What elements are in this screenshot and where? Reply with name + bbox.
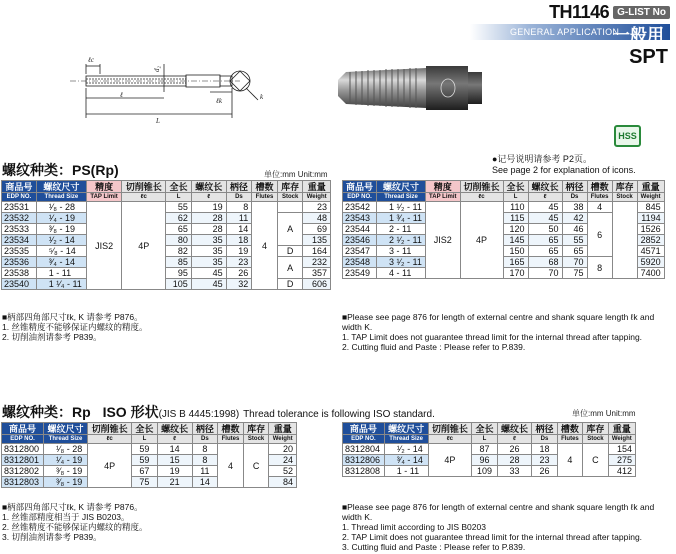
weight-cell: 5920 — [637, 257, 664, 268]
edp-cell: 8312801 — [2, 455, 44, 466]
col-ds: 柄径 — [562, 181, 587, 193]
col-l: 螺纹长 — [528, 181, 562, 193]
col-stock-en: Stock — [243, 435, 269, 444]
col-stock-en: Stock — [583, 435, 608, 444]
col-ds: 柄径 — [532, 423, 557, 435]
thread-length-cell: 35 — [191, 257, 226, 268]
edp-cell: 8312808 — [343, 466, 385, 477]
thread-length-cell: 28 — [497, 455, 532, 466]
col-thread-en: Thread Size — [377, 193, 426, 202]
shank-cell: 23 — [532, 455, 557, 466]
stock-cell: C — [583, 444, 608, 477]
table-row — [2, 279, 331, 290]
thread-length-cell: 68 — [528, 257, 562, 268]
rp-table-right — [342, 422, 636, 477]
length-cell: 87 — [472, 444, 497, 455]
col-edp: 商品号 — [2, 181, 37, 193]
thread-cell: ³⁄₄ - 14 — [36, 257, 86, 268]
thread-cell: 1 ¹⁄₂ - 11 — [377, 202, 426, 213]
col-tap-en: TAP Limit — [426, 193, 460, 202]
shank-cell: 8 — [192, 444, 218, 455]
tap-dimension-drawing — [60, 52, 290, 140]
section1-title: 螺纹种类：PS(Rp) — [2, 162, 119, 178]
length-cell: 110 — [503, 202, 528, 213]
length-cell: 96 — [472, 455, 497, 466]
length-cell: 150 — [503, 246, 528, 257]
edp-cell: 23535 — [2, 246, 37, 257]
weight-cell: 135 — [303, 235, 331, 246]
col-edp: 商品号 — [343, 181, 377, 193]
category-jp: 一般用 — [613, 26, 664, 45]
note-line: 1. 丝锥精度不能够保证内螺纹的精度。 — [2, 322, 148, 332]
col-lc: 切削锥长 — [460, 181, 503, 193]
edp-cell: 8312806 — [343, 455, 385, 466]
chamfer-cell: 4P — [428, 444, 472, 477]
col-thread: 螺纹尺寸 — [384, 423, 428, 435]
col-l: 螺纹长 — [157, 423, 192, 435]
col-L-en: L — [503, 193, 528, 202]
stock-cell: C — [243, 444, 269, 488]
ps-table-right — [342, 180, 665, 279]
stock-cell: D — [277, 246, 303, 257]
thread-length-cell: 45 — [191, 279, 226, 290]
tap-product-image — [336, 58, 486, 118]
edp-cell: 23532 — [2, 213, 37, 224]
table-row — [2, 213, 331, 224]
shank-cell: 46 — [562, 224, 587, 235]
shank-cell: 38 — [562, 202, 587, 213]
category-en: GENERAL APPLICATION — [510, 27, 620, 37]
thread-cell: ³⁄₈ - 19 — [36, 224, 86, 235]
edp-cell: 23548 — [343, 257, 377, 268]
length-cell: 85 — [166, 257, 192, 268]
col-ds-en: Ds — [562, 193, 587, 202]
chamfer-cell: 4P — [88, 444, 132, 488]
col-weight: 重量 — [637, 181, 664, 193]
thread-length-cell: 45 — [528, 213, 562, 224]
note-line: 2. Cutting fluid and Paste : Please refer to P.839. — [342, 342, 526, 352]
flutes-cell: 8 — [587, 257, 612, 279]
col-thread: 螺纹尺寸 — [36, 181, 86, 193]
col-lc-en: ℓc — [122, 193, 166, 202]
table-row — [2, 202, 331, 213]
flutes-cell: 6 — [587, 213, 612, 257]
thread-length-cell: 21 — [157, 477, 192, 488]
length-cell: 165 — [503, 257, 528, 268]
col-weight-en: Weight — [303, 193, 331, 202]
shank-cell: 32 — [226, 279, 252, 290]
shank-cell: 11 — [226, 213, 252, 224]
col-flutes: 槽数 — [587, 181, 612, 193]
length-cell: 59 — [132, 455, 158, 466]
weight-cell: 2852 — [637, 235, 664, 246]
edp-cell: 8312803 — [2, 477, 44, 488]
thread-cell: ³⁄₈ - 19 — [44, 466, 88, 477]
shank-cell: 75 — [562, 268, 587, 279]
flutes-cell: 4 — [557, 444, 582, 477]
col-thread: 螺纹尺寸 — [44, 423, 88, 435]
shank-cell: 19 — [226, 246, 252, 257]
col-flutes: 槽数 — [557, 423, 582, 435]
length-cell: 65 — [166, 224, 192, 235]
thread-length-cell: 28 — [191, 224, 226, 235]
col-weight: 重量 — [269, 423, 297, 435]
thread-length-cell: 65 — [528, 246, 562, 257]
shank-cell: 65 — [562, 246, 587, 257]
col-weight: 重量 — [608, 423, 635, 435]
edp-cell: 23542 — [343, 202, 377, 213]
col-l-en: ℓ — [497, 435, 532, 444]
rp-table-left — [1, 422, 297, 488]
section1-notes-en — [342, 312, 676, 352]
thread-cell: ¹⁄₂ - 14 — [384, 444, 428, 455]
edp-cell: 23533 — [2, 224, 37, 235]
col-flutes-en: Flutes — [557, 435, 582, 444]
thread-length-cell: 35 — [191, 235, 226, 246]
svg-text:L: L — [156, 117, 160, 125]
length-cell: 80 — [166, 235, 192, 246]
section2-title — [2, 402, 435, 422]
thread-length-cell: 35 — [191, 246, 226, 257]
col-lc-en: ℓc — [428, 435, 472, 444]
note-line: 1. TAP Limit does not guarantee thread limit for the internal thread after tapping. — [342, 332, 643, 342]
shank-cell: 14 — [192, 477, 218, 488]
weight-cell: 4571 — [637, 246, 664, 257]
note-line: ■Please see page 876 for length of external centre and shank square length ℓk and width K. — [342, 312, 655, 332]
col-thread-en: Thread Size — [44, 435, 88, 444]
thread-cell: 3 ¹⁄₂ - 11 — [377, 257, 426, 268]
col-weight-en: Weight — [269, 435, 297, 444]
col-thread: 螺纹尺寸 — [377, 181, 426, 193]
length-cell: 62 — [166, 213, 192, 224]
weight-cell: 357 — [303, 268, 331, 279]
length-cell: 145 — [503, 235, 528, 246]
weight-cell: 845 — [637, 202, 664, 213]
col-l-en: ℓ — [157, 435, 192, 444]
icon-note-en: See page 2 for explanation of icons. — [492, 165, 636, 175]
shank-cell: 23 — [226, 257, 252, 268]
thread-length-cell: 45 — [191, 268, 226, 279]
product-name: SPT — [629, 46, 668, 68]
flutes-cell: 4 — [218, 444, 244, 488]
tap-limit-cell: JIS2 — [426, 202, 460, 279]
note-line: 2. TAP Limit does not guarantee thread limit for the internal thread after tapping. — [342, 532, 643, 542]
weight-cell: 23 — [303, 202, 331, 213]
col-lc: 切削锥长 — [428, 423, 472, 435]
note-line: 1. Thread limit according to JIS B0203 — [342, 522, 486, 532]
g-list-tag: G-LIST No — [613, 6, 670, 19]
weight-cell: 275 — [608, 455, 635, 466]
shank-cell: 42 — [562, 213, 587, 224]
weight-cell: 48 — [303, 213, 331, 224]
weight-cell: 164 — [303, 246, 331, 257]
shank-cell: 18 — [226, 235, 252, 246]
length-cell: 95 — [166, 268, 192, 279]
flutes-cell: 4 — [252, 202, 278, 290]
note-line: ■柄部四角部尺寸ℓk, K 请参考 P876。 — [2, 502, 143, 512]
col-flutes-en: Flutes — [587, 193, 612, 202]
col-L-en: L — [166, 193, 192, 202]
shank-cell: 8 — [226, 202, 252, 213]
table-row — [2, 444, 297, 455]
col-flutes: 槽数 — [252, 181, 278, 193]
tap-limit-cell: JIS2 — [86, 202, 121, 290]
thread-cell: 1 ¹⁄₄ - 11 — [36, 279, 86, 290]
thread-length-cell: 26 — [497, 444, 532, 455]
note-line: 2. 切削油剂请参考 P839。 — [2, 332, 102, 342]
thread-cell: ¹⁄₄ - 19 — [36, 213, 86, 224]
section2-tolerance: Thread tolerance is following ISO standard. — [243, 409, 435, 420]
thread-cell: 2 ¹⁄₂ - 11 — [377, 235, 426, 246]
col-lc-en: ℓc — [88, 435, 132, 444]
col-lc: 切削锥长 — [122, 181, 166, 193]
weight-cell: 154 — [608, 444, 635, 455]
section1-notes-jp — [2, 312, 147, 342]
shank-cell: 18 — [532, 444, 557, 455]
category-bar — [470, 24, 670, 45]
section2-title-main: 螺纹种类：Rp — [2, 404, 91, 420]
shank-cell: 8 — [192, 455, 218, 466]
chamfer-cell: 4P — [122, 202, 166, 290]
table-row — [2, 257, 331, 268]
thread-cell: ¹⁄₈ - 28 — [44, 444, 88, 455]
thread-length-cell: 19 — [191, 202, 226, 213]
edp-cell: 23534 — [2, 235, 37, 246]
col-l-en: ℓ — [528, 193, 562, 202]
col-L: 全长 — [472, 423, 497, 435]
chamfer-cell: 4P — [460, 202, 503, 279]
svg-text:ℓc: ℓc — [88, 56, 95, 64]
col-edp-en: EDP NO. — [343, 435, 385, 444]
col-tap: 精度 — [426, 181, 460, 193]
col-edp: 商品号 — [2, 423, 44, 435]
length-cell: 55 — [166, 202, 192, 213]
edp-cell: 8312800 — [2, 444, 44, 455]
col-weight: 重量 — [303, 181, 331, 193]
thread-length-cell: 70 — [528, 268, 562, 279]
table-row — [343, 202, 665, 213]
thread-length-cell: 15 — [157, 455, 192, 466]
col-flutes-en: Flutes — [218, 435, 244, 444]
col-stock: 库存 — [583, 423, 608, 435]
stock-cell: A — [277, 257, 303, 279]
col-flutes: 槽数 — [218, 423, 244, 435]
col-L-en: L — [132, 435, 158, 444]
edp-cell: 8312804 — [343, 444, 385, 455]
length-cell: 109 — [472, 466, 497, 477]
catalog-code: TH1146 — [549, 2, 610, 22]
col-stock-en: Stock — [277, 193, 303, 202]
col-tap: 精度 — [86, 181, 121, 193]
col-stock: 库存 — [243, 423, 269, 435]
weight-cell: 24 — [269, 455, 297, 466]
col-lc: 切削锥长 — [88, 423, 132, 435]
weight-cell: 69 — [303, 224, 331, 235]
col-lc-en: ℓc — [460, 193, 503, 202]
thread-cell: ¹⁄₄ - 19 — [44, 455, 88, 466]
edp-cell: 23547 — [343, 246, 377, 257]
col-l: 螺纹长 — [191, 181, 226, 193]
weight-cell: 1194 — [637, 213, 664, 224]
svg-text:ℓ: ℓ — [120, 91, 123, 99]
hss-badge: HSS — [614, 125, 641, 147]
thread-cell: 1 - 11 — [36, 268, 86, 279]
length-cell: 170 — [503, 268, 528, 279]
weight-cell: 7400 — [637, 268, 664, 279]
col-stock: 库存 — [612, 181, 637, 193]
col-stock-en: Stock — [612, 193, 637, 202]
note-line: 1. 丝锥部精度相当于 JIS B0203。 — [2, 512, 130, 522]
edp-cell: 23546 — [343, 235, 377, 246]
stock-cell: D — [277, 279, 303, 290]
weight-cell: 84 — [269, 477, 297, 488]
edp-cell: 23531 — [2, 202, 37, 213]
thread-cell: ⁵⁄₈ - 14 — [36, 246, 86, 257]
page-header-code — [549, 2, 670, 23]
length-cell: 75 — [132, 477, 158, 488]
length-cell: 115 — [503, 213, 528, 224]
edp-cell: 23543 — [343, 213, 377, 224]
thread-length-cell: 19 — [157, 466, 192, 477]
flutes-cell: 4 — [587, 202, 612, 213]
thread-length-cell: 50 — [528, 224, 562, 235]
table-row — [2, 246, 331, 257]
col-L: 全长 — [166, 181, 192, 193]
svg-text:ℓk: ℓk — [216, 97, 223, 105]
stock-cell — [612, 202, 637, 279]
edp-cell: 23549 — [343, 268, 377, 279]
thread-cell: ³⁄₄ - 14 — [384, 455, 428, 466]
shank-cell: 26 — [226, 268, 252, 279]
thread-cell: 1 ³⁄₄ - 11 — [377, 213, 426, 224]
section2-title-jis: (JIS B 4445:1998) — [158, 409, 240, 420]
note-line: ■柄部四角部尺寸ℓk, K 请参考 P876。 — [2, 312, 143, 322]
thread-length-cell: 14 — [157, 444, 192, 455]
thread-length-cell: 65 — [528, 235, 562, 246]
col-thread-en: Thread Size — [36, 193, 86, 202]
weight-cell: 52 — [269, 466, 297, 477]
col-tap-en: TAP Limit — [86, 193, 121, 202]
shank-cell: 70 — [562, 257, 587, 268]
thread-length-cell: 45 — [528, 202, 562, 213]
col-l: 螺纹长 — [497, 423, 532, 435]
col-weight-en: Weight — [637, 193, 664, 202]
weight-cell: 412 — [608, 466, 635, 477]
length-cell: 67 — [132, 466, 158, 477]
thread-cell: ³⁄₈ - 19 — [44, 477, 88, 488]
length-cell: 105 — [166, 279, 192, 290]
length-cell: 82 — [166, 246, 192, 257]
svg-text:k: k — [260, 93, 264, 101]
col-L: 全长 — [503, 181, 528, 193]
weight-cell: 606 — [303, 279, 331, 290]
icon-note-jp: ●记号说明请参考 P2页。 — [492, 154, 592, 164]
weight-cell: 232 — [303, 257, 331, 268]
col-edp-en: EDP NO. — [2, 193, 37, 202]
length-cell: 120 — [503, 224, 528, 235]
note-line: 2. 丝锥精度不能够保证内螺纹的精度。 — [2, 522, 148, 532]
col-thread-en: Thread Size — [384, 435, 428, 444]
edp-cell: 23544 — [343, 224, 377, 235]
col-edp: 商品号 — [343, 423, 385, 435]
col-L-en: L — [472, 435, 497, 444]
thread-cell: 2 - 11 — [377, 224, 426, 235]
col-ds: 柄径 — [192, 423, 218, 435]
col-ds-en: Ds — [192, 435, 218, 444]
weight-cell: 1526 — [637, 224, 664, 235]
shank-cell: 14 — [226, 224, 252, 235]
note-line: 3. Cutting fluid and Paste : Please refer to P.839. — [342, 542, 526, 552]
thread-cell: 4 - 11 — [377, 268, 426, 279]
col-l-en: ℓ — [191, 193, 226, 202]
length-cell: 59 — [132, 444, 158, 455]
col-flutes-en: Flutes — [252, 193, 278, 202]
thread-cell: 3 - 11 — [377, 246, 426, 257]
weight-cell: 20 — [269, 444, 297, 455]
shank-cell: 55 — [562, 235, 587, 246]
stock-cell — [277, 202, 303, 213]
edp-cell: 23536 — [2, 257, 37, 268]
col-ds-en: Ds — [532, 435, 557, 444]
section2-title-iso: ISO 形状 — [102, 404, 159, 420]
edp-cell: 8312802 — [2, 466, 44, 477]
col-L: 全长 — [132, 423, 158, 435]
col-ds-en: Ds — [226, 193, 252, 202]
section1-unit-left: 单位:mm Unit:mm — [264, 170, 328, 179]
icon-explanation-note — [492, 154, 636, 176]
edp-cell: 23538 — [2, 268, 37, 279]
thread-length-cell: 33 — [497, 466, 532, 477]
edp-cell: 23540 — [2, 279, 37, 290]
ps-table-left — [1, 180, 331, 290]
shank-cell: 26 — [532, 466, 557, 477]
section2-notes-jp — [2, 502, 147, 542]
shank-cell: 11 — [192, 466, 218, 477]
section2-notes-en — [342, 502, 676, 552]
col-edp-en: EDP NO. — [343, 193, 377, 202]
stock-cell: A — [277, 213, 303, 246]
col-ds: 柄径 — [226, 181, 252, 193]
thread-cell: 1 - 11 — [384, 466, 428, 477]
thread-cell: ¹⁄₂ - 14 — [36, 235, 86, 246]
table-row — [343, 444, 636, 455]
col-edp-en: EDP NO. — [2, 435, 44, 444]
col-stock: 库存 — [277, 181, 303, 193]
svg-text:d₂: d₂ — [153, 66, 161, 72]
note-line: ■Please see page 876 for length of external centre and shank square length ℓk and width K. — [342, 502, 655, 522]
thread-length-cell: 28 — [191, 213, 226, 224]
section2-unit: 单位:mm Unit:mm — [572, 409, 636, 418]
col-weight-en: Weight — [608, 435, 635, 444]
note-line: 3. 切削油剂请参考 P839。 — [2, 532, 102, 542]
thread-cell: ¹⁄₈ - 28 — [36, 202, 86, 213]
